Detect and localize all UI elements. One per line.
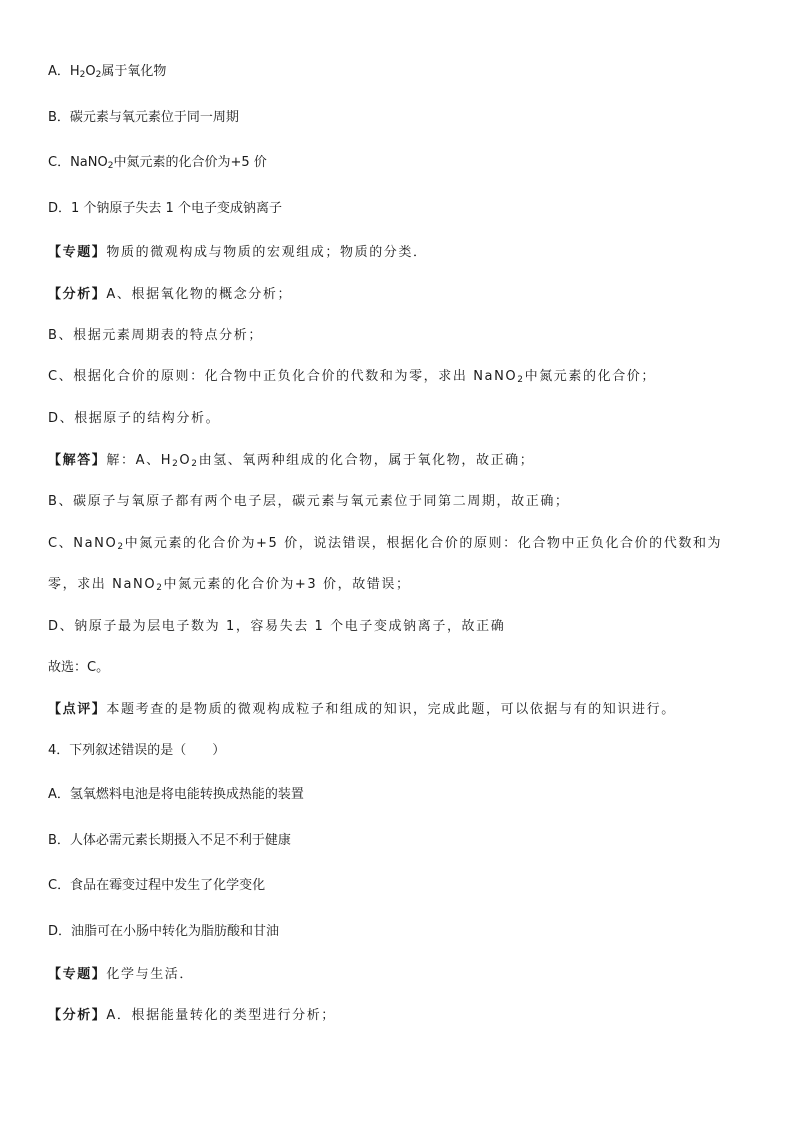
- q4-topic: 【专题】化学与生活．: [48, 967, 195, 982]
- q3-comment: 【点评】本题考查的是物质的微观构成粒子和组成的知识，完成此题，可以依据与有的知识进行。: [48, 702, 676, 717]
- q3-option-a: A．$H_2O_2$属于氧化物: [48, 64, 167, 80]
- q3-option-c: C．NaNO$_2$中氮元素的化合价为+5 价: [48, 155, 267, 171]
- q3-solution-c-line1: C、NaNO$_2$中氮元素的化合价为+5 价，说法错误，根据化合价的原则：化合物中正负化合价的代数和为: [48, 536, 723, 552]
- q3-analysis-c: C、根据化合价的原则：化合物中正负化合价的代数和为零，求出 NaNO$_2$中氮元素的化合价；: [48, 369, 656, 385]
- q3-analysis-b: B、根据元素周期表的特点分析；: [48, 328, 263, 343]
- q3-solution-heading: 【解答】解：A、$H_2O_2$由氢、氧两种组成的化合物，属于氧化物，故正确；: [48, 453, 535, 469]
- q4-option-b: B．人体必需元素长期摄入不足不利于健康: [48, 833, 291, 848]
- q3-answer: 故选：C。: [48, 660, 110, 675]
- q4-analysis-heading: 【分析】A．根据能量转化的类型进行分析；: [48, 1008, 336, 1023]
- q4-option-a: A．氢氧燃料电池是将电能转换成热能的装置: [48, 787, 304, 802]
- q3-solution-c-line2: 零，求出 NaNO$_2$中氮元素的化合价为+3 价，故错误；: [48, 577, 411, 593]
- q3-option-d: D．1 个钠原子失去 1 个电子变成钠离子: [48, 201, 282, 216]
- q4-stem: 4．下列叙述错误的是（ ）: [48, 743, 226, 758]
- q3-analysis-heading: 【分析】A、根据氧化物的概念分析；: [48, 287, 293, 302]
- q4-option-d: D．油脂可在小肠中转化为脂肪酸和甘油: [48, 924, 280, 939]
- q3-solution-d: D、钠原子最为层电子数为 1，容易失去 1 个电子变成钠离子，故正确: [48, 619, 506, 634]
- q4-option-c: C．食品在霉变过程中发生了化学变化: [48, 878, 266, 893]
- q3-option-b: B．碳元素与氧元素位于同一周期: [48, 110, 239, 125]
- q3-topic: 【专题】物质的微观构成与物质的宏观组成；物质的分类．: [48, 245, 428, 260]
- q3-analysis-d: D、根据原子的结构分析。: [48, 411, 221, 426]
- q3-solution-b: B、碳原子与氧原子都有两个电子层，碳元素与氧元素位于同第二周期，故正确；: [48, 494, 570, 509]
